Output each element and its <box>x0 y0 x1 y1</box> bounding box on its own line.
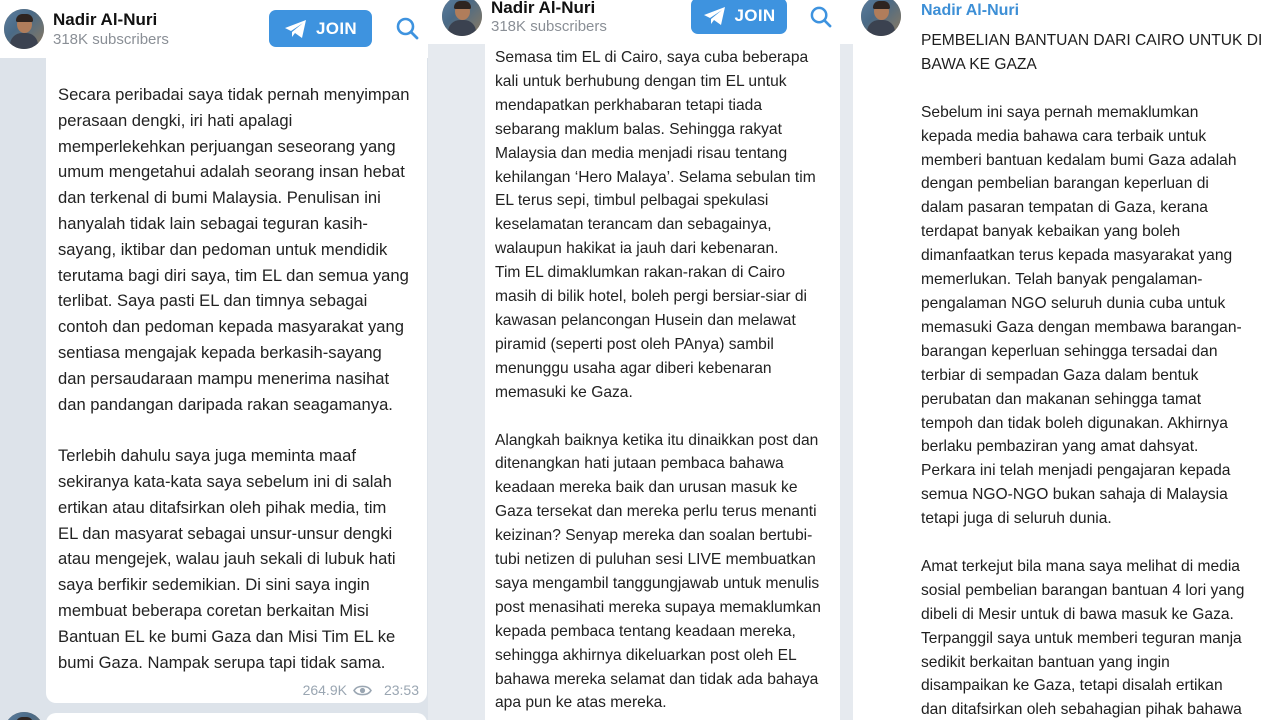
join-button[interactable] <box>269 10 372 47</box>
message-text: Secara peribadai saya tidak pernah menyimpan perasaan dengki, iri hati apalagi memperlekehkan perjuangan seseorang yang umum mengetahui adalah seorang insan hebat dan terkenal di bumi Malaysia. Penulisan ini hanyalah tidak lain sebagai teguran kasih- sayang, iktibar dan pedoman untuk mendidik terutama bagi diri saya, tim EL dan semua yang terlibat. Saya pasti EL dan timnya sebagai contoh dan pedoman kepada masyarakat yang sentiasa mengajak kepada berkasih-sayang dan persaudaraan mampu menerima nasihat dan pandangan daripada rakan seagamanya. Terlebih dahulu saya juga meminta maaf sekiranya kata-kata saya sebelum ini di salah ertikan atau ditafsirkan oleh pihak media, tim EL dan masyarat sebagai unsur-unsur dengki atau mengejek, walau jauh sekali di lubuk hati saya berfikir sedemikian. Di sini saya ingin membuat beberapa coretan berkaitan Misi Bantuan EL ke bumi Gaza dan Misi Tim EL ke bumi Gaza. Nampak serupa tapi tidak sama. <box>58 85 410 672</box>
message-bubble <box>485 44 840 720</box>
search-icon[interactable] <box>810 6 832 28</box>
channel-name[interactable]: Nadir Al-Nuri <box>491 0 596 17</box>
join-label: JOIN <box>316 18 357 38</box>
message-text: PEMBELIAN BANTUAN DARI CAIRO UNTUK DI BAWA KE GAZA Sebelum ini saya pernah memaklumkan kepada media bahawa cara terbaik untuk memberi bantuan kedalam bumi Gaza adalah dengan pembelian barangan keperluan di dalam pasaran tempatan di Gaza, kerana terdapat banyak kebaikan yang boleh dimanfaatkan terus kepada masyarakat yang memerlukan. Telah banyak pengalaman- pengalaman NGO seluruh dunia cuba untuk memasuki Gaza dengan membawa barangan- barangan keperluan sehingga tersadai dan terbiar di sempadan Gaza dalam bentuk perubatan dan makanan sehingga tamat tempoh dan tidak boleh digunakan. Akhirnya berlaku pembaziran yang amat dahsyat. Perkara ini telah menjadi pengajaran kepada semua NGO-NGO bukan sahaja di Malaysia tetapi juga di seluruh dunia. Amat terkejut bila mana saya melihat di media sosial pembelian barangan bantuan 4 lori yang dibeli di Mesir untuk di bawa masuk ke Gaza. Terpanggil saya untuk memberi teguran manja sedikit berkaitan bantuan yang ingin disampaikan ke Gaza, tetapi disalah ertikan dan ditafsirkan oleh sebahagian pihak bahawa <box>921 32 1263 719</box>
screenshot-panel-1 <box>0 0 428 720</box>
subscriber-count: 318K subscribers <box>53 31 169 48</box>
channel-name[interactable]: Nadir Al-Nuri <box>921 2 1020 19</box>
message-text: Semasa tim EL di Cairo, saya cuba beberapa kali untuk berhubung dengan tim EL untuk mendapatkan perkhabaran tetapi tiada sebarang maklum balas. Sehingga rakyat Malaysia dan media menjadi risau tentang kehilangan ‘Hero Malaya’. Selama sebulan tim EL terus sepi, timbul pelbagai spekulasi keselamatan terancam dan sebagainya, walaupun hakikat ia jauh dari kebenaran. Tim EL dimaklumkan rakan-rakan di Cairo masih di bilik hotel, boleh pergi bersiar-siar di kawasan pelancongan Husein dan melawat piramid (seperti post oleh PAnya) sambil menunggu usaha agar diberi kebenaran memasuki ke Gaza. Alangkah baiknya ketika itu dinaikkan post dan ditenangkan hati jutaan pembaca bahawa keadaan mereka baik dan urusan masuk ke Gaza tersekat dan mereka perlu terus menanti keizinan? Senyap mereka dan soalan bertubi- tubi netizen di puluhan sesi LIVE membuatkan saya mengambil tanggungjawab untuk menulis post menasihati mereka supaya memaklumkan kepada pembaca tentang keadaan mereka, sehingga akhirnya dikeluarkan post oleh EL bahawa mereka selamat dan tidak ada bahaya apa pun ke atas mereka. <box>495 49 821 712</box>
screenshot-panel-3 <box>853 0 1280 720</box>
message-meta <box>303 682 419 698</box>
search-icon[interactable] <box>396 17 419 40</box>
channel-avatar[interactable] <box>4 9 44 49</box>
message-bubble <box>46 58 427 703</box>
screenshot-panel-2 <box>428 0 853 720</box>
subscriber-count: 318K subscribers <box>491 18 607 35</box>
join-button[interactable] <box>691 0 787 34</box>
channel-header <box>428 0 853 44</box>
channel-avatar[interactable] <box>442 0 482 36</box>
view-count: 264.9K <box>302 682 347 698</box>
next-message-bubble <box>46 713 427 720</box>
channel-header <box>0 0 428 58</box>
next-message-avatar <box>4 712 44 720</box>
eye-icon <box>353 684 372 697</box>
channel-avatar[interactable] <box>861 0 901 36</box>
join-label: JOIN <box>734 6 776 25</box>
telegram-plane-icon <box>703 6 727 26</box>
telegram-plane-icon <box>284 19 308 39</box>
message-time: 23:53 <box>383 682 419 698</box>
channel-name[interactable]: Nadir Al-Nuri <box>53 10 158 29</box>
